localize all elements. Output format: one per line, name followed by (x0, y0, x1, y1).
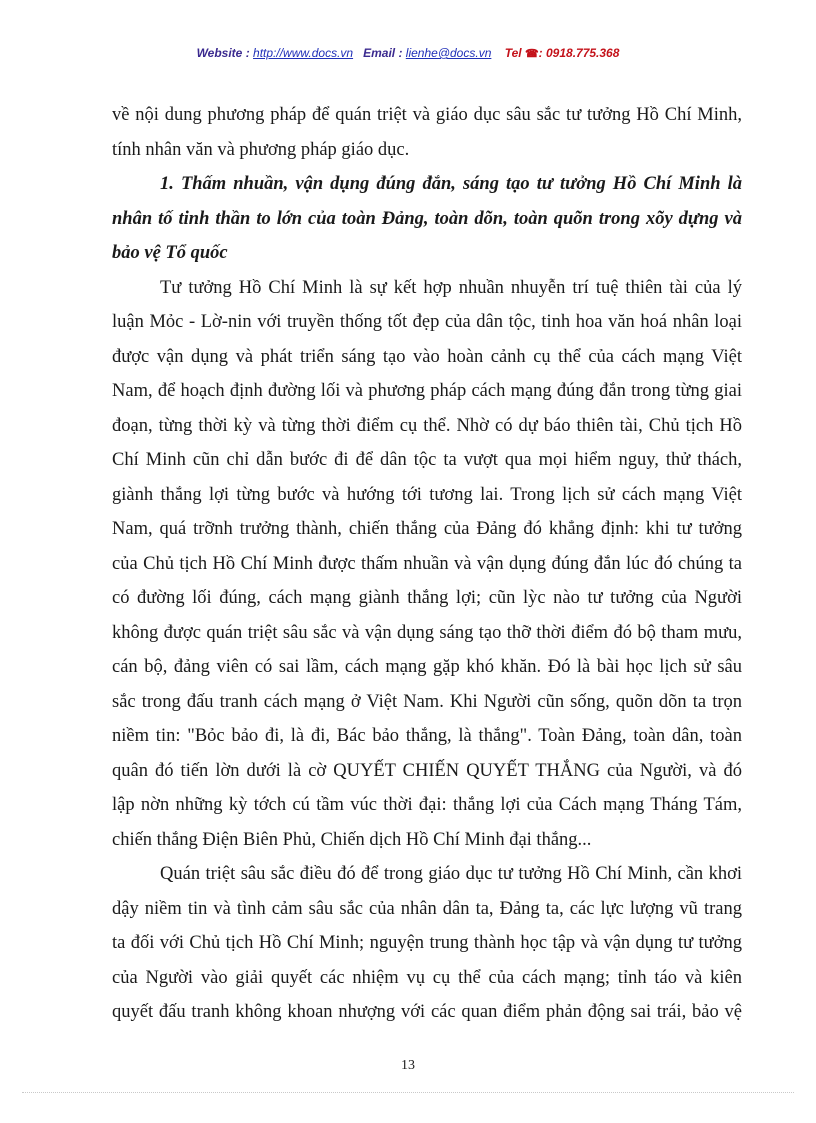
body-line: cán bộ, đảng viên có sai lầm, cách mạng gặp khó khăn. Đó là bài học lịch sử sâu (112, 657, 742, 677)
section-heading-line: bảo vệ Tổ quốc (112, 243, 228, 263)
body-line: của Người vào giải quyết các nhiệm vụ cụ thể của cách mạng; tỉnh táo và kiên (112, 967, 742, 988)
footer-divider (22, 1092, 794, 1093)
email-link[interactable]: lienhe@docs.vn (405, 46, 492, 60)
body-line: lập nờn những kỳ tớch cú tầm vúc thời đại: thắng lợi của Cách mạng Tháng Tám, (112, 795, 742, 815)
body-line: quyết đấu tranh không khoan nhượng với các quan điểm phản động sai trái, bảo vệ (112, 1002, 742, 1022)
body-line: Chí Minh cũn chỉ dẫn bước đi để dân tộc ta vượt qua mọi hiểm nguy, thử thách, (112, 450, 742, 470)
phone-number: : 0918.775.368 (538, 46, 620, 60)
body-line: chiến thắng Điện Biên Phủ, Chiến dịch Hồ Chí Minh đại thắng... (112, 829, 592, 850)
body-line: đoạn, từng thời kỳ và từng thời điểm cụ thể. Nhờ có dự báo thiên tài, Chủ tịch Hồ (112, 415, 742, 436)
page-number: 13 (401, 1058, 415, 1073)
website-label: Website : (196, 46, 250, 60)
body-line: Tư tưởng Hồ Chí Minh là sự kết hợp nhuần nhuyễn trí tuệ thiên tài của lý (160, 277, 742, 298)
body-line: ta đối với Chủ tịch Hồ Chí Minh; nguyện trung thành học tập và vận dụng tư tưởng (112, 933, 742, 953)
section-heading-line: 1. Thấm nhuần, vận dụng đúng đắn, sáng tạo tư tưởng Hồ Chí Minh là (160, 174, 742, 194)
body-line: của Chủ tịch Hồ Chí Minh được thấm nhuần và vận dụng đúng đắn lúc đó chúng ta (112, 553, 742, 574)
document-body (112, 98, 742, 1030)
tel-label: Tel (504, 46, 522, 60)
body-line: có đường lối đúng, cách mạng giành thắng lợi; cũn lỳc nào tư tưởng của Người (112, 588, 742, 608)
body-line: quân đó tiến lờn dưới là cờ QUYẾT CHIẾN QUYẾT THẮNG của Người, và đó (112, 760, 742, 781)
page-header (0, 46, 816, 60)
body-line: sắc trong đấu tranh cách mạng ở Việt Nam. Khi Người cũn sống, quõn dõn ta trọn (112, 691, 742, 712)
body-line: Quán triệt sâu sắc điều đó để trong giáo dục tư tưởng Hồ Chí Minh, cần khơi (160, 864, 742, 884)
phone-icon: ☎ (524, 48, 539, 60)
body-line: luận Mỏc - Lờ-nin với truyền thống tốt đẹp của dân tộc, tinh hoa văn hoá nhân loại (112, 312, 742, 332)
body-line: Nam, để hoạch định đường lối và phương pháp cách mạng đúng đắn trong từng giai (112, 381, 742, 401)
body-line: giành thắng lợi từng bước và hướng tới tương lai. Trong lịch sử cách mạng Việt (112, 484, 742, 505)
body-line: Nam, quá trỡnh trưởng thành, chiến thắng của Đảng đó khẳng định: khi tư tưởng (112, 519, 742, 539)
body-line: tính nhân văn và phương pháp giáo dục. (112, 139, 410, 160)
section-heading-line: nhân tố tinh thần to lớn của toàn Đảng, toàn dõn, toàn quõn trong xõy dựng và (112, 208, 742, 229)
body-line: dậy niềm tin và tình cảm sâu sắc của nhân dân ta, Đảng ta, các lực lượng vũ trang (112, 898, 742, 919)
website-link[interactable]: http://www.docs.vn (253, 46, 354, 60)
body-line: không được quán triệt sâu sắc và vận dụng sáng tạo thỡ thời điểm đó bộ tham mưu, (112, 622, 742, 643)
body-line: về nội dung phương pháp để quán triệt và giáo dục sâu sắc tư tưởng Hồ Chí Minh, (112, 105, 742, 125)
body-line: được vận dụng và phát triển sáng tạo vào hoàn cảnh cụ thể của cách mạng Việt (112, 346, 742, 367)
email-label: Email : (363, 46, 403, 60)
body-line: niềm tin: "Bỏc bảo đi, là đi, Bác bảo thắng, là thắng". Toàn Đảng, toàn dân, toàn (112, 726, 742, 746)
